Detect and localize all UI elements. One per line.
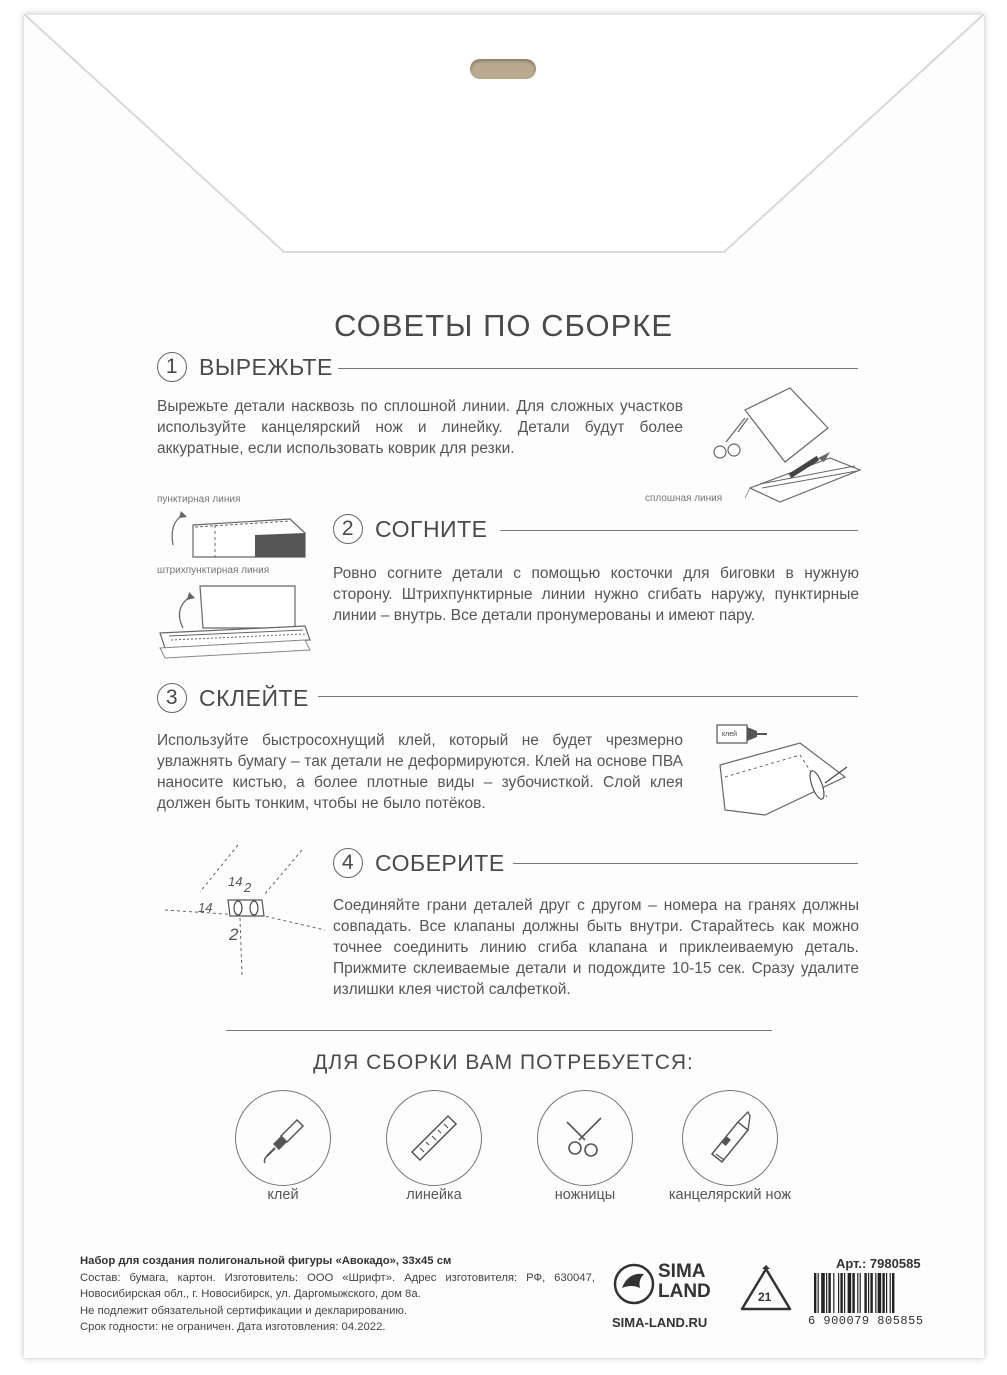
barcode-bar [852,1273,854,1313]
barcode-bar [868,1273,869,1313]
ruler-tool-icon [386,1090,482,1186]
barcode-bar [844,1273,845,1313]
tools-title: ДЛЯ СБОРКИ ВАМ ПОТРЕБУЕТСЯ: [313,1051,694,1074]
edge-number-14: 14 [198,900,213,915]
tools-divider [226,1030,772,1031]
footer-info [80,1253,595,1336]
step-4-number: 4 [333,848,363,878]
barcode-bar [886,1273,887,1313]
barcode-bar [840,1273,842,1313]
barcode-digits: 6 900079 805855 [808,1314,924,1328]
barcode-bar [878,1273,882,1313]
barcode-bar [864,1273,866,1313]
scissors-tool-icon [537,1090,633,1186]
glue-tube-icon [253,1108,313,1168]
composition-text: Состав: бумага, картон. Изготовитель: ООО «Шрифт». Адрес изготовителя: РФ, 630047, Новосибирская обл., г. Новосибирск, ул. Даргомыжского, дом 8а. [80,1271,595,1300]
brand-line-1: SIMA [658,1261,706,1282]
barcode-bar [818,1273,819,1313]
scissors-icon [555,1108,615,1168]
brand-url: SIMA-LAND.RU [612,1315,708,1330]
step-2-title: СОГНИТЕ [375,515,488,542]
edge-number-14: 14 [228,874,243,889]
brand-line-2: LAND [658,1281,711,1302]
step-2-text: Ровно согните детали с помощью косточки для биговки в нужную сторону. Штрихпунктирные линии нужно сгибать наружу, пунктирные линии – внутрь. Все детали пронумерованы и имеют пару. [333,565,859,624]
barcode-bar [870,1273,872,1313]
step-4-title: СОБЕРИТЕ [375,849,505,876]
knife-tool-icon [682,1090,778,1186]
dotted-line-label: пунктирная линия [157,494,241,505]
dolphin-logo-icon [612,1262,656,1306]
step-3-text: Используйте быстросохнущий клей, который не будет чрезмерно увлажнять бумагу – так детали не деформируются. Клей на основе ПВА наносите кистью, а более плотные виды – зубочисткой. Слой клея должен быть тонким, чтобы не было потёков. [157,732,683,812]
divider [500,530,858,531]
glue-tube-label: клей [722,731,738,738]
barcode-bar [857,1273,858,1313]
step-3-title: СКЛЕЙТЕ [199,684,309,711]
barcode-bar [833,1273,834,1313]
step-1-text: Вырежьте детали насквозь по сплошной линии. Для сложных участков используйте канцелярский нож и линейку. Детали будут более аккуратные, если использовать коврик для резки. [157,398,683,457]
article-number: Арт.: 7980585 [836,1256,921,1271]
solid-line-label: сплошная линия [645,493,723,504]
edge-number-2: 2 [229,925,239,944]
certification-text: Не подлежит обязательной сертификации и декларированию. [80,1304,407,1317]
assembly-illustration [160,840,330,985]
ruler-icon [404,1108,464,1168]
step-4-heading [333,848,505,878]
product-name: Набор для создания полигональной фигуры «Авокадо», 33х45 см [80,1255,452,1267]
barcode [812,1273,930,1317]
recycle-code: 21 [758,1290,772,1304]
step-4-text: Соединяйте грани деталей друг с другом – номера на гранях должны совпадать. Все клапаны должны быть внутри. Старайтесь как можно точнее соединить линию сгиба клапана и приклеиваемую деталь. Прижмите склеиваемые детали и подождите 10-15 сек. Сразу удалите излишки клея чистой салфеткой. [333,897,859,998]
edge-number-2: 2 [244,880,252,895]
step-1-number: 1 [157,352,187,382]
glue-label: клей [267,1187,299,1203]
barcode-bar [838,1273,839,1313]
shelf-life-text: Срок годности: не ограничен. Дата изготовления: 04.2022. [80,1321,386,1333]
barcode-bar [826,1273,827,1313]
step-1-heading [157,352,333,382]
utility-knife-icon [700,1108,760,1168]
barcode-bar [828,1273,830,1313]
divider [338,368,858,369]
dash-dot-line-label: штрихпунктирная линия [157,565,270,576]
step-3-heading [157,683,309,713]
knife-label: канцелярский нож [668,1187,792,1203]
divider [513,863,858,864]
barcode-bar [821,1273,825,1313]
divider [318,696,858,697]
barcode-bar [814,1273,816,1313]
glue-tool-icon [235,1090,331,1186]
step-2-number: 2 [333,514,363,544]
barcode-bar [882,1273,884,1313]
step-1-title: ВЫРЕЖЬТЕ [199,353,333,380]
barcode-bar [892,1273,894,1313]
envelope-flap [24,14,984,264]
barcode-bar [875,1273,876,1313]
ruler-label: линейка [406,1187,462,1203]
sima-land-logo [612,1262,722,1322]
barcode-bar [848,1273,852,1313]
barcode-bar [860,1273,861,1313]
step-2-heading [333,514,487,544]
page-title: СОВЕТЫ ПО СБОРКЕ [333,308,674,343]
step-3-number: 3 [157,683,187,713]
fold-outward-illustration [155,578,320,663]
scissors-label: ножницы [554,1187,616,1203]
barcode-bar [890,1273,891,1313]
fold-inward-illustration [155,505,315,565]
hanger-hole [470,59,536,79]
